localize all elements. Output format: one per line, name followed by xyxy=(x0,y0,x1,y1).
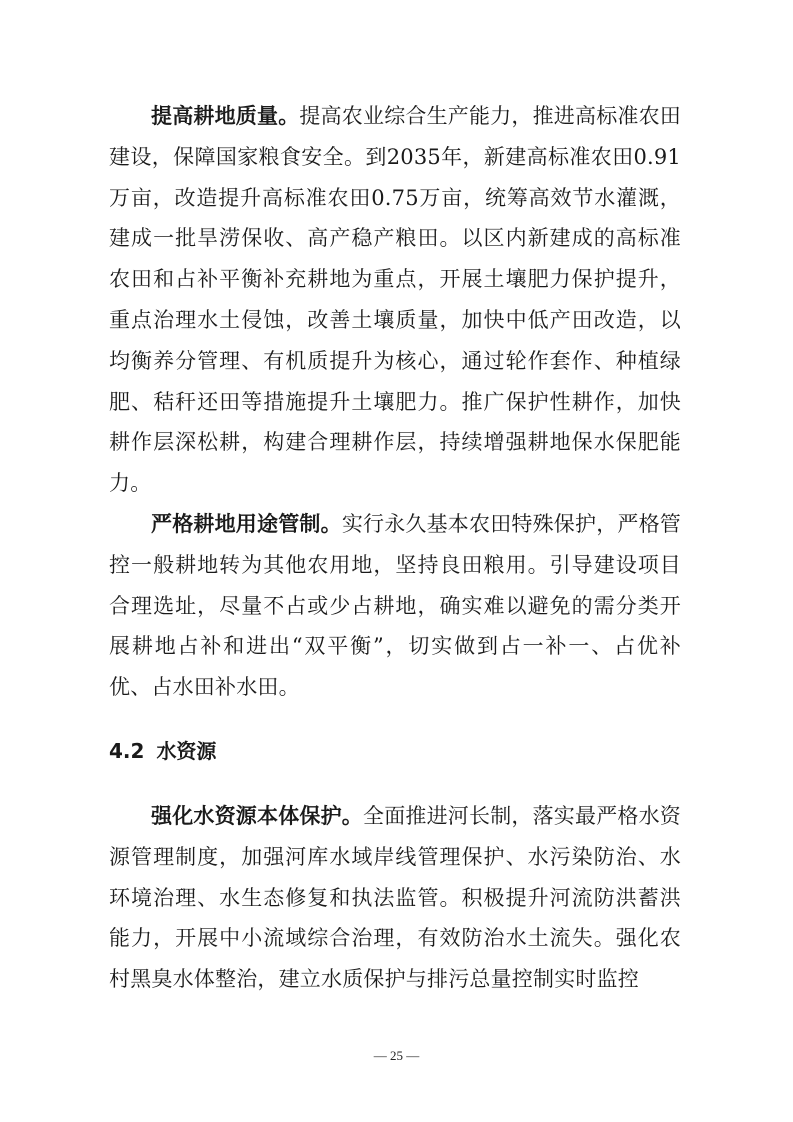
paragraph-water-protection xyxy=(109,796,681,1000)
page-number: — 25 — xyxy=(373,1048,420,1063)
section-heading xyxy=(109,736,681,766)
paragraph-body: 提高农业综合生产能力，推进高标准农田建设，保障国家粮食安全。到2035年，新建高标准农田0.91万亩，改造提升高标准农田0.75万亩，统筹高效节水灌溉，建成一批旱涝保收、高产稳产粮田。以区内新建成的高标准农田和占补平衡补充耕地为重点，开展土壤肥力保护提升，重点治理水土侵蚀，改善土壤质量，加快中低产田改造，以均衡养分管理、有机质提升为核心，通过轮作套作、种植绿肥、秸秆还田等措施提升土壤肥力。推广保护性耕作，加快耕作层深松耕，构建合理耕作层，持续增强耕地保水保肥能力。 xyxy=(109,104,682,496)
paragraph-cultivated-land-quality xyxy=(109,96,681,504)
paragraph-lead: 提高耕地质量。 xyxy=(151,103,300,128)
paragraph-land-use-control xyxy=(109,504,681,708)
paragraph-lead: 强化水资源本体保护。 xyxy=(151,802,363,828)
document-page xyxy=(109,96,681,1000)
section-number: 4.2 xyxy=(109,738,145,763)
section-title: 水资源 xyxy=(156,738,217,763)
paragraph-body: 实行永久基本农田特殊保护，严格管控一般耕地转为其他农用地，坚持良田粮用。引导建设项目合理选址，尽量不占或少占耕地，确实难以避免的需分类开展耕地占补和进出“双平衡”，切实做到占一补一、占优补优、占水田补水田。 xyxy=(109,511,682,700)
paragraph-body: 全面推进河长制，落实最严格水资源管理制度，加强河库水域岸线管理保护、水污染防治、水环境治理、水生态修复和执法监管。积极提升河流防洪蓄洪能力，开展中小流域综合治理，有效防治水土流失。强化农村黑臭水体整治，建立水质保护与排污总量控制实时监控 xyxy=(109,803,681,992)
paragraph-lead: 严格耕地用途管制。 xyxy=(151,510,342,536)
